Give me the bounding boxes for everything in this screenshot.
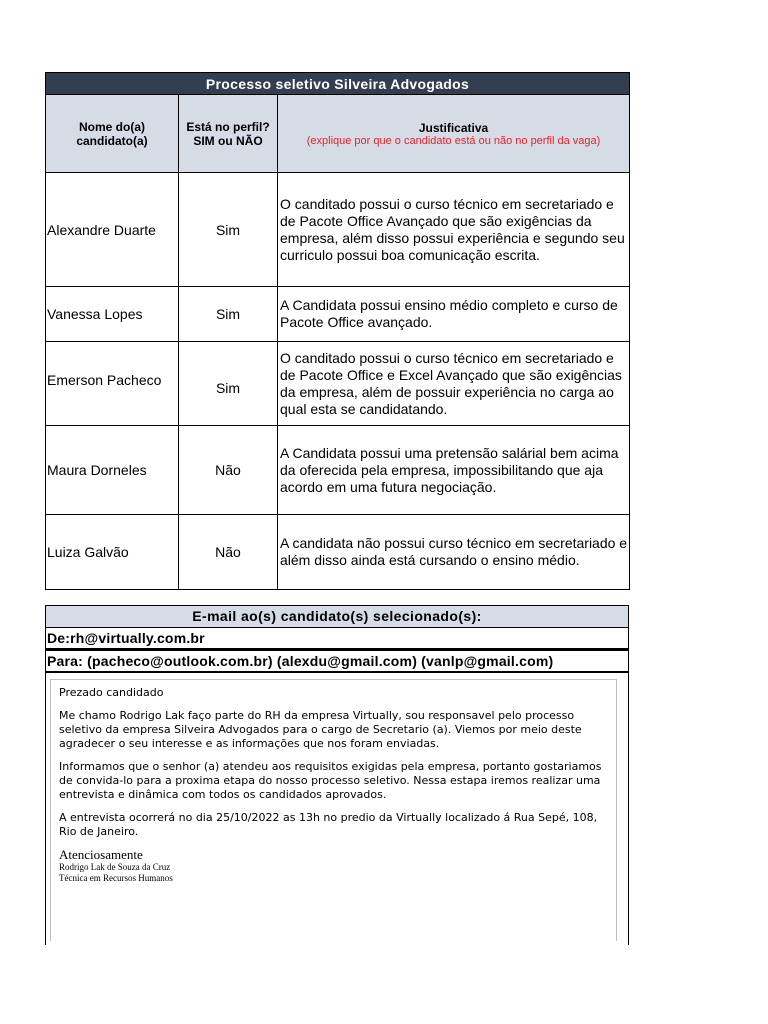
candidates-table-container (45, 72, 629, 590)
candidate-justificativa: A Candidata possui ensino médio completo e curso de Pacote Office avançado. (278, 287, 630, 342)
header-justificativa-title: Justificativa (418, 120, 489, 135)
signature-role: Técnica em Recursos Humanos (59, 873, 173, 883)
email-greeting: Prezado candidado (59, 686, 164, 699)
email-to: Para: (pacheco@outlook.com.br) (alexdu@gmail.com) (vanlp@gmail.com) (45, 649, 629, 672)
table-title: Processo seletivo Silveira Advogados (46, 73, 630, 95)
candidate-name: Alexandre Duarte (46, 173, 179, 287)
email-closing: Atenciosamente (59, 847, 143, 862)
email-body-container (45, 672, 629, 945)
header-perfil: Está no perfil? SIM ou NÃO (179, 95, 278, 173)
candidate-perfil: Não (179, 426, 278, 515)
candidate-name: Maura Dorneles (46, 426, 179, 515)
candidate-name: Vanessa Lopes (46, 287, 179, 342)
candidate-perfil: Sim (179, 342, 278, 426)
table-row (46, 515, 630, 590)
candidate-name: Luiza Galvão (46, 515, 179, 590)
candidate-justificativa: O canditado possui o curso técnico em secretariado e de Pacote Office Avançado que são exigências da empresa, além disso possui experiência e segundo seu curriculo possui boa comunicação escrita. (278, 173, 630, 287)
email-from: De:rh@virtually.com.br (45, 628, 629, 649)
email-paragraph-1: Me chamo Rodrigo Lak faço parte do RH da empresa Virtually, sou responsavel pelo processo seletivo da empresa Silveira Advogados para o cargo de Secretario (a). Viemos por meio deste agradecer o seu interesse e as informações que nos foram enviadas. (59, 709, 582, 750)
email-signature (59, 848, 608, 884)
signature-name: Rodrigo Lak de Souza da Cruz (59, 862, 171, 872)
candidate-justificativa: O canditado possui o curso técnico em secretariado e de Pacote Office e Excel Avançado que são exigências da empresa, além de possuir experiência no carga ao qual esta se candidatando. (278, 342, 630, 426)
candidate-justificativa: A candidata não possui curso técnico em secretariado e além disso ainda está cursando o ensino médio. (278, 515, 630, 590)
candidate-perfil: Sim (179, 173, 278, 287)
email-paragraph-3: A entrevista ocorrerá no dia 25/10/2022 as 13h no predio da Virtually localizado á Rua Sepé, 108, Rio de Janeiro. (59, 811, 598, 838)
candidate-perfil: Não (179, 515, 278, 590)
candidate-name: Emerson Pacheco (46, 342, 179, 426)
email-paragraph-2: Informamos que o senhor (a) atendeu aos requisitos exigidas pela empresa, portanto gostariamos de convida-lo para a proxima etapa do nosso processo seletivo. Nessa estapa iremos realizar uma entrevista e dinâmica com todos os candidados aprovados. (59, 760, 602, 801)
email-section (45, 605, 629, 945)
header-justificativa (278, 95, 630, 173)
candidates-table (45, 72, 630, 590)
table-row (46, 342, 630, 426)
header-justificativa-sub: (explique por que o candidato está ou não no perfil da vaga) (306, 134, 601, 147)
table-row (46, 426, 630, 515)
table-row (46, 173, 630, 287)
email-header: E-mail ao(s) candidato(s) selecionado(s): (45, 605, 629, 628)
table-row (46, 287, 630, 342)
candidate-perfil: Sim (179, 287, 278, 342)
candidate-justificativa: A Candidata possui uma pretensão salárial bem acima da oferecida pela empresa, impossibilitando que aja acordo em uma futura negociação. (278, 426, 630, 515)
email-body (50, 679, 617, 941)
header-name: Nome do(a) candidato(a) (46, 95, 179, 173)
